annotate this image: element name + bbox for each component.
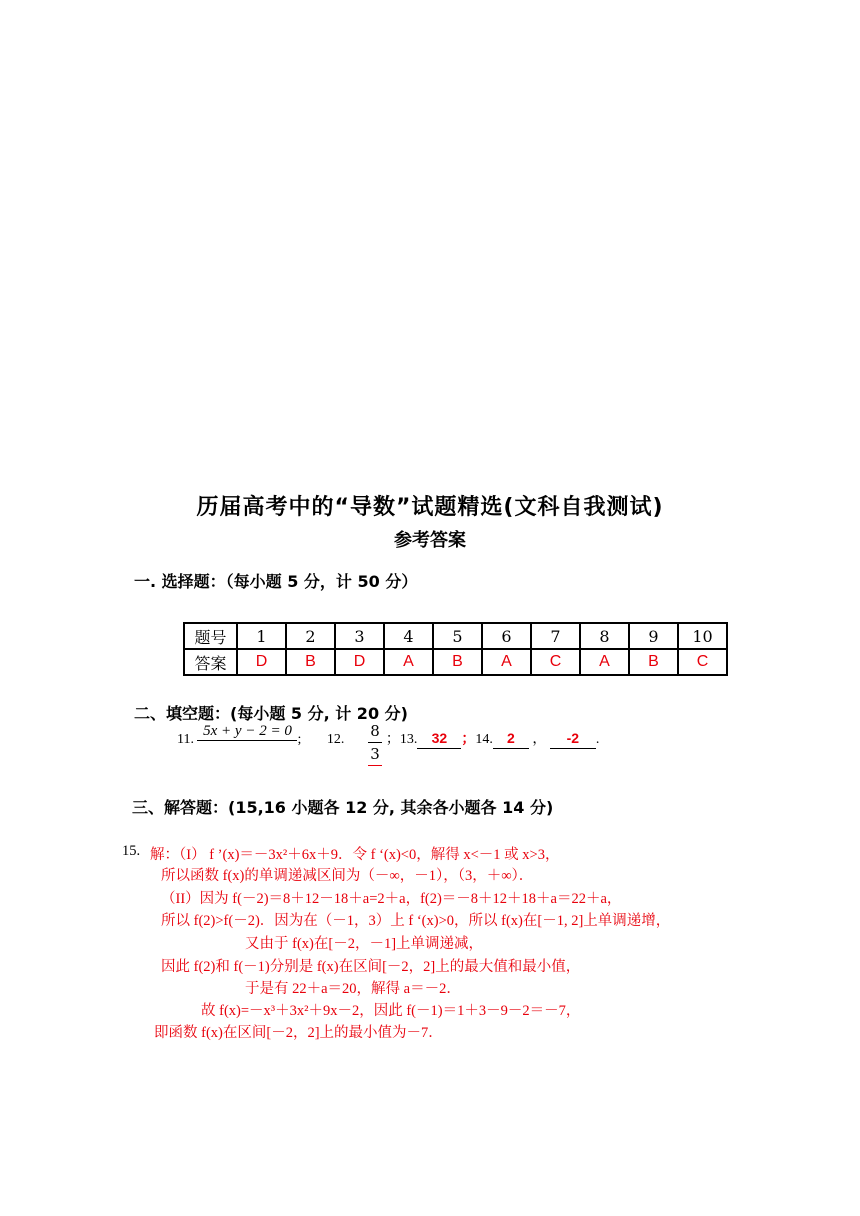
solution-15-line: （II）因为 f(－2)＝8＋12－18＋a=2＋a，f(2)＝－8＋12＋18＋a＝22＋a，	[161, 891, 622, 907]
answer-table	[183, 622, 728, 676]
document-subtitle: 参考答案	[394, 530, 466, 551]
answer-cell: D	[237, 649, 286, 675]
q11-answer: 5x + y − 2 = 0	[197, 723, 297, 741]
question-number: 2	[286, 623, 335, 649]
solution-15-line: 所以函数 f(x)的单调递减区间为（－∞，－1），（3，＋∞）．	[161, 868, 534, 884]
question-number: 7	[531, 623, 580, 649]
answer-cell: B	[629, 649, 678, 675]
answer-cell: B	[433, 649, 482, 675]
answer-cell: A	[482, 649, 531, 675]
solution-15-line: 即函数 f(x)在区间[－2，2]上的最小值为－7．	[154, 1025, 443, 1041]
question-number: 10	[678, 623, 727, 649]
q13-answer: 32	[431, 730, 448, 746]
section-fill-heading: 二、填空题：(每小题 5 分, 计 20 分)	[134, 704, 408, 723]
answer-table-answer-row	[184, 649, 727, 675]
q13-number: 13.	[399, 732, 418, 747]
answer-cell: B	[286, 649, 335, 675]
answer-cell: C	[678, 649, 727, 675]
document-title: 历届高考中的“导数”试题精选(文科自我测试)	[196, 495, 664, 520]
q12-numerator: 8	[370, 722, 380, 740]
q13-separator: ；	[461, 730, 476, 746]
q12-number: 12.	[326, 732, 345, 747]
answer-cell: A	[580, 649, 629, 675]
question-number: 6	[482, 623, 531, 649]
q14-comma: ，	[532, 732, 547, 747]
fill-answers-line	[177, 723, 600, 749]
table-answer-label: 答案	[184, 649, 237, 675]
section-choice-heading: 一. 选择题：（每小题 5 分，计 50 分）	[134, 572, 418, 591]
question-number: 4	[384, 623, 433, 649]
q12-fraction	[368, 722, 382, 766]
solution-15-line: 所以 f(2)>f(－2)．因为在（－1，3）上 f ‘(x)>0，所以 f(x)在[－1, 2]上单调递增，	[161, 913, 671, 929]
answer-cell: C	[531, 649, 580, 675]
question-number: 9	[629, 623, 678, 649]
q14-answer-b: -2	[566, 730, 580, 746]
q12-separator: ；	[385, 732, 400, 747]
question-number: 8	[580, 623, 629, 649]
question-number: 3	[335, 623, 384, 649]
solution-15-line: 因此 f(2)和 f(－1)分别是 f(x)在区间[－2，2]上的最大值和最小值，	[161, 959, 581, 975]
q12-denominator: 3	[370, 745, 380, 763]
solution-15-line: 解：（I） f ’(x)＝－3x²＋6x＋9．令 f ‘(x)<0，解得 x<－1 或 x>3，	[150, 847, 560, 863]
table-header-label: 题号	[184, 623, 237, 649]
solution-15-line: 故 f(x)=－x³＋3x²＋9x－2，因此 f(－1)＝1＋3－9－2＝－7，	[201, 1003, 581, 1019]
answer-table-number-row	[184, 623, 727, 649]
q11-separator: ;	[297, 732, 302, 747]
section-solution-heading: 三、解答题：(15,16 小题各 12 分, 其余各小题各 14 分)	[132, 798, 554, 817]
question-number: 1	[237, 623, 286, 649]
q11-number: 11.	[177, 732, 194, 747]
solution-15-number: 15.	[122, 843, 141, 859]
question-number: 5	[433, 623, 482, 649]
q14-answer-a: 2	[506, 730, 515, 746]
answer-cell: D	[335, 649, 384, 675]
q14-number: 14.	[475, 732, 493, 747]
solution-15-line: 于是有 22＋a＝20，解得 a＝－2．	[245, 981, 461, 997]
solution-15-line: 又由于 f(x)在[－2，－1]上单调递减，	[245, 936, 484, 952]
fill-end-period: .	[595, 732, 600, 747]
answer-cell: A	[384, 649, 433, 675]
